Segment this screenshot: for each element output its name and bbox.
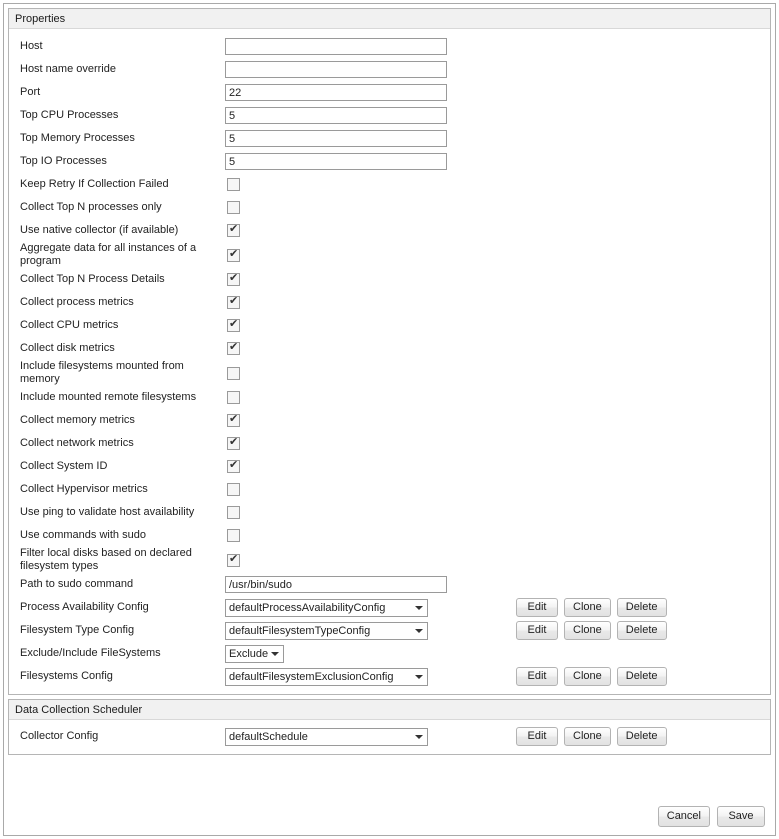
field-label-use-ping-to-validate-host-availability: Use ping to validate host availability — [20, 506, 195, 518]
select-collector-config[interactable] — [225, 728, 428, 746]
field-label-include-mounted-remote-filesystems: Include mounted remote filesystems — [20, 391, 197, 403]
field-label-collect-cpu-metrics: Collect CPU metrics — [20, 319, 119, 331]
field-control-wrap — [225, 483, 240, 496]
select-exclude-include-filesystems[interactable] — [225, 645, 284, 663]
field-label-collect-memory-metrics: Collect memory metrics — [20, 414, 135, 426]
checkbox-use-ping-to-validate-host-availability[interactable] — [227, 506, 240, 519]
field-label-process-availability-config: Process Availability Config — [20, 601, 149, 613]
input-host-name-override[interactable] — [225, 61, 447, 78]
field-control-wrap — [225, 273, 240, 286]
field-label-collector-config: Collector Config — [20, 730, 99, 742]
field-label-filesystem-type-config: Filesystem Type Config — [20, 624, 135, 636]
field-control-wrap — [225, 391, 240, 404]
form-row — [9, 642, 770, 665]
cancel-button[interactable]: Cancel — [658, 806, 710, 827]
field-control-wrap — [225, 599, 428, 617]
form-row — [9, 455, 770, 478]
save-button[interactable]: Save — [717, 806, 765, 827]
checkbox-collect-system-id[interactable] — [227, 460, 240, 473]
field-label-filter-local-disks-based-on-declared-filesystem-types: Filter local disks based on declared filesystem types — [20, 547, 192, 572]
form-row — [9, 196, 770, 219]
form-row — [9, 596, 770, 619]
checkbox-include-mounted-remote-filesystems[interactable] — [227, 391, 240, 404]
field-control-wrap — [225, 84, 447, 101]
chevron-down-icon — [271, 652, 279, 656]
form-row — [9, 337, 770, 360]
checkbox-aggregate-data-for-all-instances-of-a-program[interactable] — [227, 249, 240, 262]
field-label-port: Port — [20, 86, 41, 98]
checkbox-collect-network-metrics[interactable] — [227, 437, 240, 450]
input-top-memory-processes[interactable] — [225, 130, 447, 147]
form-row — [9, 547, 770, 573]
field-control-wrap — [225, 178, 240, 191]
properties-panel — [8, 8, 771, 695]
scheduler-panel-title: Data Collection Scheduler — [9, 700, 770, 720]
field-label-host-name-override: Host name override — [20, 63, 116, 75]
edit-button-filesystems-config[interactable]: Edit — [516, 667, 558, 686]
form-row — [9, 409, 770, 432]
checkbox-include-filesystems-mounted-from-memory[interactable] — [227, 367, 240, 380]
form-row — [9, 619, 770, 642]
checkbox-collect-memory-metrics[interactable] — [227, 414, 240, 427]
field-label-top-cpu-processes: Top CPU Processes — [20, 109, 119, 121]
field-control-wrap — [225, 414, 240, 427]
form-row — [9, 58, 770, 81]
checkbox-collect-disk-metrics[interactable] — [227, 342, 240, 355]
form-row — [9, 725, 770, 748]
checkbox-collect-hypervisor-metrics[interactable] — [227, 483, 240, 496]
field-label-aggregate-data-for-all-instances-of-a-program: Aggregate data for all instances of a program — [20, 242, 197, 267]
select-filesystems-config[interactable] — [225, 668, 428, 686]
field-control-wrap — [225, 622, 428, 640]
field-label-path-to-sudo-command: Path to sudo command — [20, 578, 134, 590]
chevron-down-icon — [415, 735, 423, 739]
field-label-collect-network-metrics: Collect network metrics — [20, 437, 134, 449]
row-action-buttons — [516, 621, 667, 640]
checkbox-filter-local-disks-based-on-declared-filesystem-types[interactable] — [227, 554, 240, 567]
row-action-buttons — [516, 667, 667, 686]
form-row — [9, 104, 770, 127]
field-control-wrap — [225, 437, 240, 450]
field-control-wrap — [225, 506, 240, 519]
chevron-down-icon — [415, 629, 423, 633]
form-row — [9, 173, 770, 196]
row-action-buttons — [516, 727, 667, 746]
delete-button-collector-config[interactable]: Delete — [617, 727, 667, 746]
select-value: defaultSchedule — [229, 730, 308, 743]
form-row — [9, 268, 770, 291]
field-label-host: Host — [20, 40, 43, 52]
checkbox-collect-cpu-metrics[interactable] — [227, 319, 240, 332]
form-row — [9, 573, 770, 596]
field-control-wrap — [225, 153, 447, 170]
input-top-io-processes[interactable] — [225, 153, 447, 170]
form-row — [9, 386, 770, 409]
field-control-wrap — [225, 367, 240, 380]
clone-button-filesystem-type-config[interactable]: Clone — [564, 621, 611, 640]
checkbox-collect-top-n-process-details[interactable] — [227, 273, 240, 286]
field-label-collect-disk-metrics: Collect disk metrics — [20, 342, 115, 354]
form-row — [9, 81, 770, 104]
field-control-wrap — [225, 554, 240, 567]
properties-field-list — [9, 29, 770, 694]
select-value: defaultProcessAvailabilityConfig — [229, 601, 386, 614]
edit-button-process-availability-config[interactable]: Edit — [516, 598, 558, 617]
clone-button-filesystems-config[interactable]: Clone — [564, 667, 611, 686]
form-row — [9, 219, 770, 242]
input-top-cpu-processes[interactable] — [225, 107, 447, 124]
edit-button-collector-config[interactable]: Edit — [516, 727, 558, 746]
field-label-top-io-processes: Top IO Processes — [20, 155, 107, 167]
form-row — [9, 150, 770, 173]
field-label-top-memory-processes: Top Memory Processes — [20, 132, 135, 144]
dialog-frame — [3, 3, 776, 836]
form-row — [9, 524, 770, 547]
field-label-use-native-collector-if-available: Use native collector (if available) — [20, 224, 179, 236]
edit-button-filesystem-type-config[interactable]: Edit — [516, 621, 558, 640]
checkbox-collect-top-n-processes-only[interactable] — [227, 201, 240, 214]
row-action-buttons — [516, 598, 667, 617]
properties-panel-title: Properties — [9, 9, 770, 29]
field-control-wrap — [225, 107, 447, 124]
checkbox-collect-process-metrics[interactable] — [227, 296, 240, 309]
form-row — [9, 314, 770, 337]
input-port[interactable] — [225, 84, 447, 101]
checkbox-use-commands-with-sudo[interactable] — [227, 529, 240, 542]
dialog-footer — [658, 806, 765, 827]
form-row — [9, 501, 770, 524]
form-row — [9, 242, 770, 268]
field-control-wrap — [225, 224, 240, 237]
chevron-down-icon — [415, 675, 423, 679]
chevron-down-icon — [415, 606, 423, 610]
field-label-exclude-include-filesystems: Exclude/Include FileSystems — [20, 647, 161, 659]
field-control-wrap — [225, 529, 240, 542]
scheduler-panel — [8, 699, 771, 755]
field-label-collect-top-n-processes-only: Collect Top N processes only — [20, 201, 162, 213]
form-row — [9, 291, 770, 314]
field-control-wrap — [225, 61, 447, 78]
field-label-keep-retry-if-collection-failed: Keep Retry If Collection Failed — [20, 178, 169, 190]
field-control-wrap — [225, 201, 240, 214]
field-control-wrap — [225, 296, 240, 309]
field-label-collect-hypervisor-metrics: Collect Hypervisor metrics — [20, 483, 148, 495]
field-control-wrap — [225, 38, 447, 55]
form-row — [9, 35, 770, 58]
input-path-to-sudo-command[interactable] — [225, 576, 447, 593]
delete-button-filesystems-config[interactable]: Delete — [617, 667, 667, 686]
field-control-wrap — [225, 130, 447, 147]
field-control-wrap — [225, 668, 428, 686]
scheduler-field-list — [9, 720, 770, 754]
select-process-availability-config[interactable] — [225, 599, 428, 617]
form-row — [9, 360, 770, 386]
field-control-wrap — [225, 249, 240, 262]
select-value: defaultFilesystemTypeConfig — [229, 624, 371, 637]
form-row — [9, 127, 770, 150]
field-label-include-filesystems-mounted-from-memory: Include filesystems mounted from memory — [20, 360, 184, 385]
field-label-collect-system-id: Collect System ID — [20, 460, 108, 472]
field-label-collect-process-metrics: Collect process metrics — [20, 296, 134, 308]
field-control-wrap — [225, 728, 428, 746]
select-value: defaultFilesystemExclusionConfig — [229, 670, 394, 683]
field-label-use-commands-with-sudo: Use commands with sudo — [20, 529, 146, 541]
form-row — [9, 432, 770, 455]
delete-button-filesystem-type-config[interactable]: Delete — [617, 621, 667, 640]
select-filesystem-type-config[interactable] — [225, 622, 428, 640]
input-host[interactable] — [225, 38, 447, 55]
field-label-filesystems-config: Filesystems Config — [20, 670, 113, 682]
form-row — [9, 478, 770, 501]
clone-button-process-availability-config[interactable]: Clone — [564, 598, 611, 617]
field-control-wrap — [225, 460, 240, 473]
field-control-wrap — [225, 576, 447, 593]
field-control-wrap — [225, 645, 284, 663]
clone-button-collector-config[interactable]: Clone — [564, 727, 611, 746]
form-row — [9, 665, 770, 688]
delete-button-process-availability-config[interactable]: Delete — [617, 598, 667, 617]
select-value: Exclude — [229, 647, 269, 660]
field-label-collect-top-n-process-details: Collect Top N Process Details — [20, 273, 165, 285]
checkbox-use-native-collector-if-available[interactable] — [227, 224, 240, 237]
checkbox-keep-retry-if-collection-failed[interactable] — [227, 178, 240, 191]
field-control-wrap — [225, 319, 240, 332]
field-control-wrap — [225, 342, 240, 355]
